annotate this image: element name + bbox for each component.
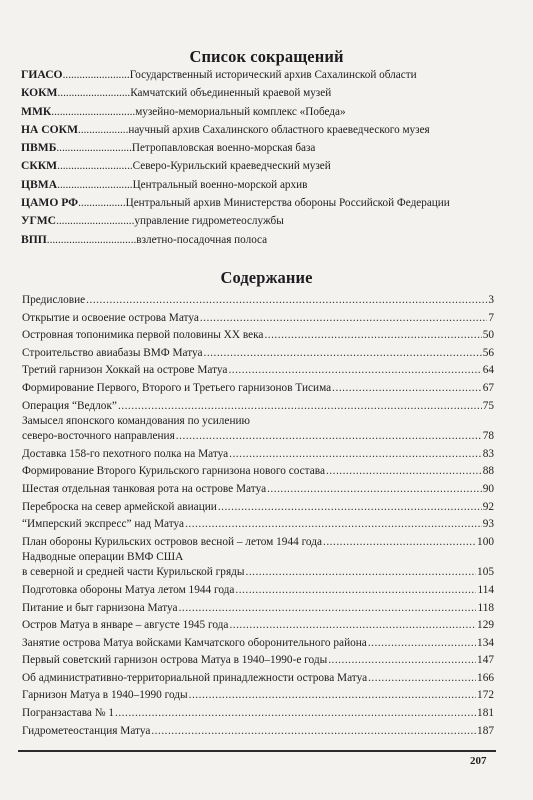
- toc-entry: [22, 551, 494, 582]
- toc-entry: [22, 499, 494, 517]
- toc-entry: [22, 635, 494, 653]
- toc-page-number: 56: [482, 346, 494, 359]
- toc-entry-line: [22, 481, 494, 499]
- abbreviations-list: [21, 68, 501, 251]
- toc-entry-title: Об административно-территориальной принадлежности острова Матуа: [22, 671, 368, 684]
- toc-entry-line: [22, 398, 494, 416]
- abbreviation-definition: управление гидрометеослужбы: [134, 215, 284, 228]
- toc-entry-title: “Имперский экспресс” над Матуа: [22, 518, 185, 531]
- toc-entry-line: [22, 534, 494, 552]
- toc-entry: [22, 617, 494, 635]
- toc-page-number: 114: [477, 583, 494, 596]
- toc-entry-title: Гидрометеостанция Матуа: [22, 724, 151, 737]
- toc-entry-title: Формирование Второго Курильского гарнизона нового состава: [22, 465, 325, 478]
- toc-page-number: 181: [477, 707, 494, 720]
- toc-entry-line: [22, 292, 494, 310]
- toc-entry-title: Питание и быт гарнизона Матуа: [22, 601, 178, 614]
- abbreviation-leader: .................: [78, 197, 126, 210]
- toc-page-number: 7: [488, 311, 494, 324]
- toc-dot-leader: [185, 516, 482, 534]
- toc-entry-title: Погранзастава № 1: [22, 707, 115, 720]
- toc-dot-leader: [176, 428, 482, 446]
- abbreviations-heading: Список сокращений: [189, 47, 344, 66]
- toc-page-number: 83: [482, 447, 494, 460]
- page-number: 207: [470, 755, 487, 767]
- toc-page-number: 78: [482, 430, 494, 443]
- abbreviation-definition: Центральный военно-морской архив: [132, 178, 308, 191]
- toc-entry-line: [22, 362, 494, 380]
- contents-heading: Содержание: [220, 268, 313, 287]
- toc-dot-leader: [151, 723, 476, 741]
- toc-entry-line: [22, 582, 494, 600]
- toc-entry-line: [22, 564, 494, 582]
- toc-entry-title: Шестая отдельная танковая рота на острове Матуа: [22, 482, 267, 495]
- toc-entry-title: Замысел японского командования по усилению: [22, 415, 250, 428]
- abbreviation-term: УГМС: [21, 214, 57, 228]
- toc-entry-title: Подготовка обороны Матуа летом 1944 года: [22, 583, 235, 596]
- toc-dot-leader: [115, 705, 476, 723]
- toc-entry-line: [22, 310, 494, 328]
- toc-entry: [22, 600, 494, 618]
- toc-entry-title: Предисловие: [22, 294, 86, 306]
- toc-dot-leader: [332, 380, 482, 398]
- abbreviation-definition: музейно-мемориальный комплекс «Победа»: [135, 105, 346, 118]
- toc-entry: [22, 481, 494, 499]
- abbreviation-row: [21, 178, 501, 196]
- toc-entry-line: [22, 499, 494, 517]
- abbreviation-definition: взлетно-посадочная полоса: [136, 233, 268, 246]
- toc-dot-leader: [323, 534, 476, 552]
- toc-entry: [22, 292, 494, 310]
- abbreviation-definition: научный архив Сахалинского областного краеведческого музея: [128, 123, 430, 136]
- toc-entry: [22, 362, 494, 380]
- toc-entry-title: Доставка 158-го пехотного полка на Матуа: [22, 447, 229, 460]
- toc-entry-title: Надводные операции ВМФ США: [22, 551, 184, 564]
- abbreviation-term: НА СОКМ: [21, 122, 79, 136]
- abbreviation-leader: ...........................: [57, 160, 133, 173]
- toc-entry-line: [22, 600, 494, 618]
- toc-page-number: 187: [477, 724, 494, 737]
- toc-entry: [22, 463, 494, 481]
- toc-entry-title: Остров Матуа в январе – августе 1945 года: [22, 619, 229, 632]
- abbreviation-row: [21, 105, 501, 123]
- toc-entry-title: Гарнизон Матуа в 1940–1990 годы: [22, 689, 188, 702]
- toc-entry: [22, 652, 494, 670]
- abbreviation-leader: ..................: [78, 123, 129, 136]
- toc-entry: [22, 446, 494, 464]
- toc-entry-line: [22, 670, 494, 688]
- abbreviation-row: [21, 68, 501, 86]
- abbreviation-term: ГИАСО: [21, 68, 63, 81]
- toc-page-number: 50: [482, 329, 494, 342]
- abbreviation-row: [21, 86, 501, 104]
- toc-page-number: 64: [482, 364, 494, 377]
- toc-entry-line: [22, 446, 494, 464]
- abbreviation-term: ЦВМА: [21, 177, 58, 191]
- abbreviation-row: [21, 123, 501, 141]
- toc-entry-line: [22, 516, 494, 534]
- abbreviation-term: ММК: [21, 104, 52, 118]
- abbreviation-term: ВПП: [21, 232, 47, 246]
- toc-entry-title: Занятие острова Матуа войсками Камчатского оборонительного района: [22, 636, 367, 649]
- table-of-contents: [22, 292, 494, 740]
- toc-entry-title: северо-восточного направления: [22, 430, 175, 443]
- toc-entry: [22, 398, 494, 416]
- toc-dot-leader: [368, 635, 476, 653]
- toc-page-number: 67: [482, 381, 494, 394]
- toc-page-number: 172: [477, 689, 494, 702]
- toc-entry-line: [22, 327, 494, 345]
- toc-entry-line: [22, 617, 494, 635]
- toc-entry: [22, 345, 494, 363]
- abbreviation-row: [21, 233, 501, 251]
- toc-entry-line: [22, 463, 494, 481]
- toc-entry-title: Формирование Первого, Второго и Третьего гарнизонов Тисима: [22, 381, 332, 394]
- abbreviation-leader: ................................: [46, 233, 137, 246]
- toc-entry-title: Переброска на север армейской авиации: [22, 500, 217, 513]
- abbreviation-term: КОКМ: [21, 86, 58, 100]
- toc-dot-leader: [218, 499, 482, 517]
- abbreviation-leader: ..............................: [51, 105, 136, 118]
- toc-dot-leader: [228, 362, 481, 380]
- toc-dot-leader: [204, 345, 482, 363]
- abbreviation-definition: Петропавловская военно-морская база: [131, 142, 316, 155]
- toc-entry-line: [22, 723, 494, 741]
- toc-page-number: 105: [477, 566, 494, 579]
- toc-entry: [22, 516, 494, 534]
- toc-dot-leader: [229, 617, 476, 635]
- toc-entry-title: в северной и средней части Курильской гряды: [22, 566, 245, 579]
- abbreviation-leader: ..........................: [57, 87, 131, 100]
- toc-dot-leader: [189, 687, 476, 705]
- toc-entry: [22, 327, 494, 345]
- toc-entry: [22, 687, 494, 705]
- toc-dot-leader: [200, 310, 487, 328]
- toc-dot-leader: [118, 398, 482, 416]
- toc-page-number: 3: [488, 294, 494, 306]
- abbreviation-row: [21, 141, 501, 159]
- abbreviation-leader: ...........................: [56, 142, 132, 155]
- toc-entry-title: Островная топонимика первой половины XX века: [22, 329, 264, 342]
- abbreviation-definition: Камчатский объединенный краевой музей: [130, 87, 332, 100]
- toc-dot-leader: [326, 463, 482, 481]
- abbreviation-definition: Государственный исторический архив Сахалинской области: [129, 69, 417, 81]
- abbreviation-leader: ...........................: [57, 178, 133, 191]
- toc-entry: [22, 723, 494, 741]
- abbreviation-row: [21, 159, 501, 177]
- toc-entry-line: [22, 551, 494, 564]
- toc-entry: [22, 415, 494, 446]
- toc-dot-leader: [264, 327, 481, 345]
- abbreviation-leader: ........................: [62, 69, 130, 81]
- toc-dot-leader: [86, 292, 487, 310]
- toc-entry-line: [22, 652, 494, 670]
- toc-entry-title: План обороны Курильских островов весной – летом 1944 года: [22, 535, 323, 548]
- toc-entry-line: [22, 687, 494, 705]
- abbreviation-row: [21, 196, 501, 214]
- toc-entry-line: [22, 705, 494, 723]
- toc-entry: [22, 310, 494, 328]
- abbreviation-row: [21, 214, 501, 232]
- toc-page-number: 147: [477, 654, 494, 667]
- toc-page-number: 166: [477, 671, 494, 684]
- toc-dot-leader: [267, 481, 482, 499]
- toc-page-number: 90: [482, 482, 494, 495]
- toc-page-number: 75: [482, 399, 494, 412]
- abbreviation-definition: Центральный архив Министерства обороны Российской Федерации: [125, 197, 450, 210]
- toc-dot-leader: [229, 446, 482, 464]
- abbreviation-term: ЦАМО РФ: [21, 196, 79, 210]
- toc-dot-leader: [246, 564, 477, 582]
- toc-entry-title: Третий гарнизон Хоккай на острове Матуа: [22, 364, 228, 377]
- toc-entry-title: Операция “Ведлок”: [22, 399, 117, 412]
- abbreviation-term: СККМ: [21, 159, 58, 173]
- toc-entry-line: [22, 380, 494, 398]
- toc-entry-title: Первый советский гарнизон острова Матуа в 1940–1990-е годы: [22, 654, 328, 667]
- toc-entry: [22, 670, 494, 688]
- toc-entry-line: [22, 415, 494, 428]
- toc-entry-title: Открытие и освоение острова Матуа: [22, 311, 199, 324]
- toc-entry: [22, 705, 494, 723]
- toc-dot-leader: [179, 600, 477, 618]
- toc-entry: [22, 380, 494, 398]
- toc-entry-title: Строительство авиабазы ВМФ Матуа: [22, 346, 203, 359]
- abbreviation-definition: Северо-Курильский краеведческий музей: [132, 160, 331, 173]
- toc-entry-line: [22, 635, 494, 653]
- toc-entry-line: [22, 345, 494, 363]
- toc-entry-line: [22, 428, 494, 446]
- toc-entry: [22, 582, 494, 600]
- toc-page-number: 100: [477, 535, 494, 548]
- abbreviation-term: ПВМБ: [21, 141, 57, 155]
- toc-entry: [22, 534, 494, 552]
- toc-dot-leader: [368, 670, 476, 688]
- toc-page-number: 92: [482, 500, 494, 513]
- abbreviation-leader: ............................: [56, 215, 135, 228]
- toc-dot-leader: [328, 652, 476, 670]
- toc-page-number: 129: [477, 619, 494, 632]
- toc-dot-leader: [235, 582, 476, 600]
- toc-page-number: 93: [482, 518, 494, 531]
- toc-page-number: 118: [477, 601, 494, 614]
- toc-page-number: 134: [477, 636, 494, 649]
- footer-rule: [18, 750, 496, 752]
- toc-page-number: 88: [482, 465, 494, 478]
